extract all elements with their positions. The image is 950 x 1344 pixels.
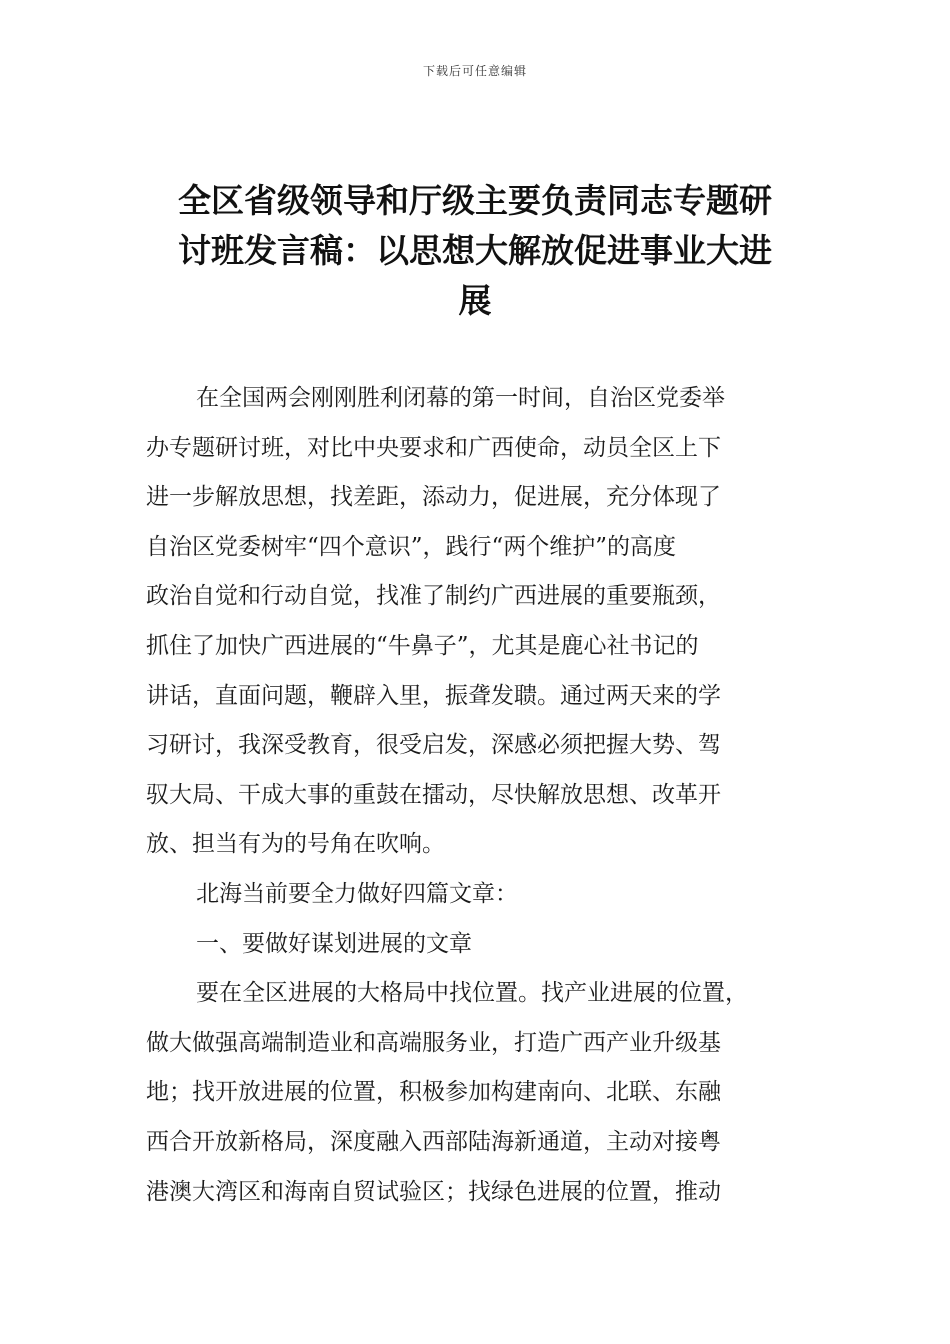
text-line: 讲话，直面问题，鞭辟入里，振聋发聩。通过两天来的学 [146, 682, 721, 709]
paragraph-intro [146, 374, 826, 870]
text-line: 西合开放新格局，深度融入西部陆海新通道，主动对接粤 [146, 1128, 721, 1155]
text-line: 在全国两会刚刚胜利闭幕的第一时间，自治区党委举 [196, 385, 725, 411]
text-line: 自治区党委树牢“四个意识”，践行“两个维护”的高度 [146, 533, 677, 560]
text-line: 北海当前要全力做好四篇文章： [196, 880, 518, 907]
section-heading [146, 920, 826, 970]
paragraph-planning [146, 969, 826, 1217]
header-note: 下载后可任意编辑 [422, 64, 527, 78]
title-line: 讨班发言稿：以思想大解放促进事业大进 [178, 231, 772, 270]
text-line: 政治自觉和行动自觉，找准了制约广西进展的重要瓶颈， [146, 583, 721, 610]
document-title [145, 176, 805, 326]
text-line: 一、要做好谋划进展的文章 [196, 930, 472, 957]
paragraph-four-articles [146, 870, 826, 920]
text-line: 进一步解放思想，找差距，添动力，促进展，充分体现了 [146, 484, 721, 511]
text-line: 放、担当有为的号角在吹响。 [146, 831, 445, 858]
title-line: 全区省级领导和厅级主要负责同志专题研 [178, 181, 772, 220]
text-line: 抓住了加快广西进展的“牛鼻子”，尤其是鹿心社书记的 [146, 632, 699, 659]
text-line: 地；找开放进展的位置，积极参加构建南向、北联、东融 [146, 1079, 721, 1106]
document-body [146, 374, 826, 1217]
text-line: 驭大局、干成大事的重鼓在擂动，尽快解放思想、改革开 [146, 781, 721, 808]
text-line: 要在全区进展的大格局中找位置。找产业进展的位置， [196, 980, 748, 1007]
text-line: 习研讨，我深受教育，很受启发，深感必须把握大势、驾 [146, 732, 721, 759]
text-line: 办专题研讨班，对比中央要求和广西使命，动员全区上下 [146, 434, 721, 461]
title-line: 展 [458, 281, 492, 320]
text-line: 港澳大湾区和海南自贸试验区；找绿色进展的位置，推动 [146, 1178, 721, 1205]
text-line: 做大做强高端制造业和高端服务业，打造广西产业升级基 [146, 1029, 721, 1056]
